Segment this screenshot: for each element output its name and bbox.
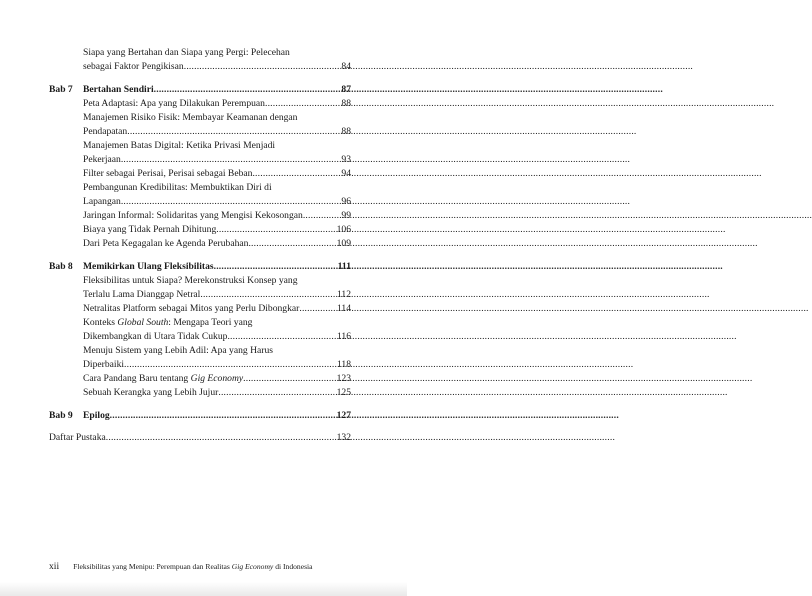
chapter-number: Bab 9 — [49, 410, 73, 421]
toc-entry-text: Terlalu Lama Dianggap Netral — [83, 289, 201, 300]
toc-entry — [49, 316, 351, 330]
leader-dots — [184, 60, 341, 74]
toc-entry[interactable] — [49, 60, 351, 74]
toc-page-number: 99 — [341, 210, 351, 221]
toc-page-number: 123 — [336, 373, 351, 384]
toc-entry-text: Lapangan — [83, 196, 121, 207]
running-title-part: di Indonesia — [273, 562, 313, 571]
toc-entry[interactable] — [49, 223, 351, 237]
page-footer — [49, 561, 369, 572]
chapter-number: Bab 7 — [49, 84, 73, 95]
toc-entry[interactable] — [49, 237, 351, 251]
toc-entry-bibliography[interactable] — [49, 431, 351, 445]
toc-page-number: 118 — [336, 359, 351, 370]
chapter-heading-bab-9[interactable] — [49, 409, 351, 423]
leader-dots — [200, 288, 336, 302]
leader-dots — [248, 237, 335, 251]
toc-page-number: 125 — [336, 387, 351, 398]
toc-entry-text: Dikembangkan di Utara Tidak Cukup — [83, 331, 228, 342]
toc-entry-text: Fleksibilitas untuk Siapa? Merekonstruksi Konsep yang — [83, 275, 298, 286]
toc-entry[interactable] — [49, 209, 351, 223]
toc-page-number: 106 — [336, 224, 351, 235]
toc-entry-text: Sebuah Kerangka yang Lebih Jujur — [83, 387, 219, 398]
toc-entry — [49, 46, 351, 60]
footer-page-number: xii — [49, 561, 60, 572]
toc-entry-text: Menuju Sistem yang Lebih Adil: Apa yang Harus — [83, 345, 273, 356]
toc-entry-text: Pembangunan Kredibilitas: Membuktikan Diri di — [83, 182, 272, 193]
toc-page-number: 94 — [341, 168, 351, 179]
leader-dots — [265, 97, 340, 111]
toc-page-number: 114 — [336, 303, 351, 314]
toc-entry[interactable] — [49, 372, 351, 386]
toc-page-number: 84 — [341, 61, 351, 72]
toc-entry[interactable] — [49, 167, 351, 181]
leader-dots — [252, 167, 340, 181]
toc-page-number: 112 — [336, 289, 351, 300]
toc-page-number: 111 — [337, 261, 351, 272]
leader-dots — [227, 330, 336, 344]
leader-dots — [216, 223, 335, 237]
toc-entry-text: Manajemen Risiko Fisik: Membayar Keamanan dengan — [83, 112, 298, 123]
page-edge-shadow — [0, 582, 407, 596]
toc-entry-text-part: : Mengapa Teori yang — [168, 317, 253, 328]
toc-entry-text: Pendapatan — [83, 126, 128, 137]
leader-dots — [299, 302, 336, 316]
toc-entry-text: Daftar Pustaka — [49, 432, 106, 443]
toc-entry-text — [83, 316, 252, 330]
toc-page-number: 88 — [341, 98, 351, 109]
toc-entry-italic: Global South — [117, 317, 169, 328]
chapter-heading-bab-7[interactable] — [49, 83, 351, 97]
toc-entry-text-part: Konteks — [83, 317, 118, 328]
toc-entry-text — [83, 372, 243, 386]
toc-page-number: 109 — [336, 238, 351, 249]
table-of-contents — [49, 46, 351, 445]
toc-entry-text: Peta Adaptasi: Apa yang Dilakukan Perempuan — [83, 98, 265, 109]
toc-entry — [49, 344, 351, 358]
running-title-italic: Gig Economy — [231, 562, 274, 571]
toc-entry — [49, 274, 351, 288]
toc-entry[interactable] — [49, 358, 351, 372]
chapter-title: Memikirkan Ulang Fleksibilitas — [83, 261, 214, 272]
toc-page-number: 93 — [341, 154, 351, 165]
toc-page-number: 132 — [336, 432, 351, 443]
toc-entry[interactable] — [49, 195, 351, 209]
leader-dots — [218, 386, 335, 400]
toc-entry-text: Filter sebagai Perisai, Perisai sebagai Beban — [83, 168, 253, 179]
leader-dots — [303, 209, 341, 223]
chapter-title: Epilog — [83, 410, 110, 421]
toc-entry-text: Manajemen Batas Digital: Ketika Privasi Menjadi — [83, 140, 276, 151]
toc-entry-text: Pekerjaan — [83, 154, 121, 165]
toc-page-number: 87 — [341, 84, 351, 95]
leader-dots — [124, 358, 336, 372]
toc-entry-text: Biaya yang Tidak Pernah Dihitung — [83, 224, 217, 235]
toc-entry[interactable] — [49, 302, 351, 316]
toc-page-number: 116 — [336, 331, 351, 342]
leader-dots — [154, 83, 341, 97]
toc-entry[interactable] — [49, 288, 351, 302]
toc-entry-text: sebagai Faktor Pengikisan — [83, 61, 184, 72]
chapter-heading-bab-8[interactable] — [49, 260, 351, 274]
toc-entry[interactable] — [49, 330, 351, 344]
toc-page-number: 127 — [336, 410, 351, 421]
toc-entry — [49, 181, 351, 195]
toc-entry-text: Siapa yang Bertahan dan Siapa yang Pergi: Pelecehan — [83, 47, 290, 58]
leader-dots — [121, 195, 341, 209]
running-title — [73, 562, 312, 571]
toc-entry-text: Dari Peta Kegagalan ke Agenda Perubahan — [83, 238, 249, 249]
toc-entry — [49, 111, 351, 125]
chapter-number: Bab 8 — [49, 261, 73, 272]
toc-page-number: 96 — [341, 196, 351, 207]
leader-dots — [243, 372, 335, 386]
leader-dots — [127, 125, 340, 139]
toc-entry — [49, 139, 351, 153]
toc-entry[interactable] — [49, 386, 351, 400]
running-title-part: Fleksibilitas yang Menipu: Perempuan dan Realitas — [73, 562, 232, 571]
toc-entry[interactable] — [49, 97, 351, 111]
leader-dots — [121, 153, 341, 167]
toc-entry[interactable] — [49, 153, 351, 167]
toc-page-number: 88 — [341, 126, 351, 137]
chapter-title: Bertahan Sendiri — [83, 84, 154, 95]
toc-entry[interactable] — [49, 125, 351, 139]
toc-entry-text: Diperbaiki — [83, 359, 125, 370]
leader-dots — [214, 260, 337, 274]
toc-entry-text-part: Cara Pandang Baru tentang — [83, 373, 191, 384]
toc-entry-text: Netralitas Platform sebagai Mitos yang Perlu Dibongkar — [83, 303, 300, 314]
leader-dots — [110, 409, 336, 423]
leader-dots — [106, 431, 336, 445]
toc-entry-text: Jaringan Informal: Solidaritas yang Mengisi Kekosongan — [83, 210, 303, 221]
toc-entry-italic: Gig Economy — [190, 373, 244, 384]
